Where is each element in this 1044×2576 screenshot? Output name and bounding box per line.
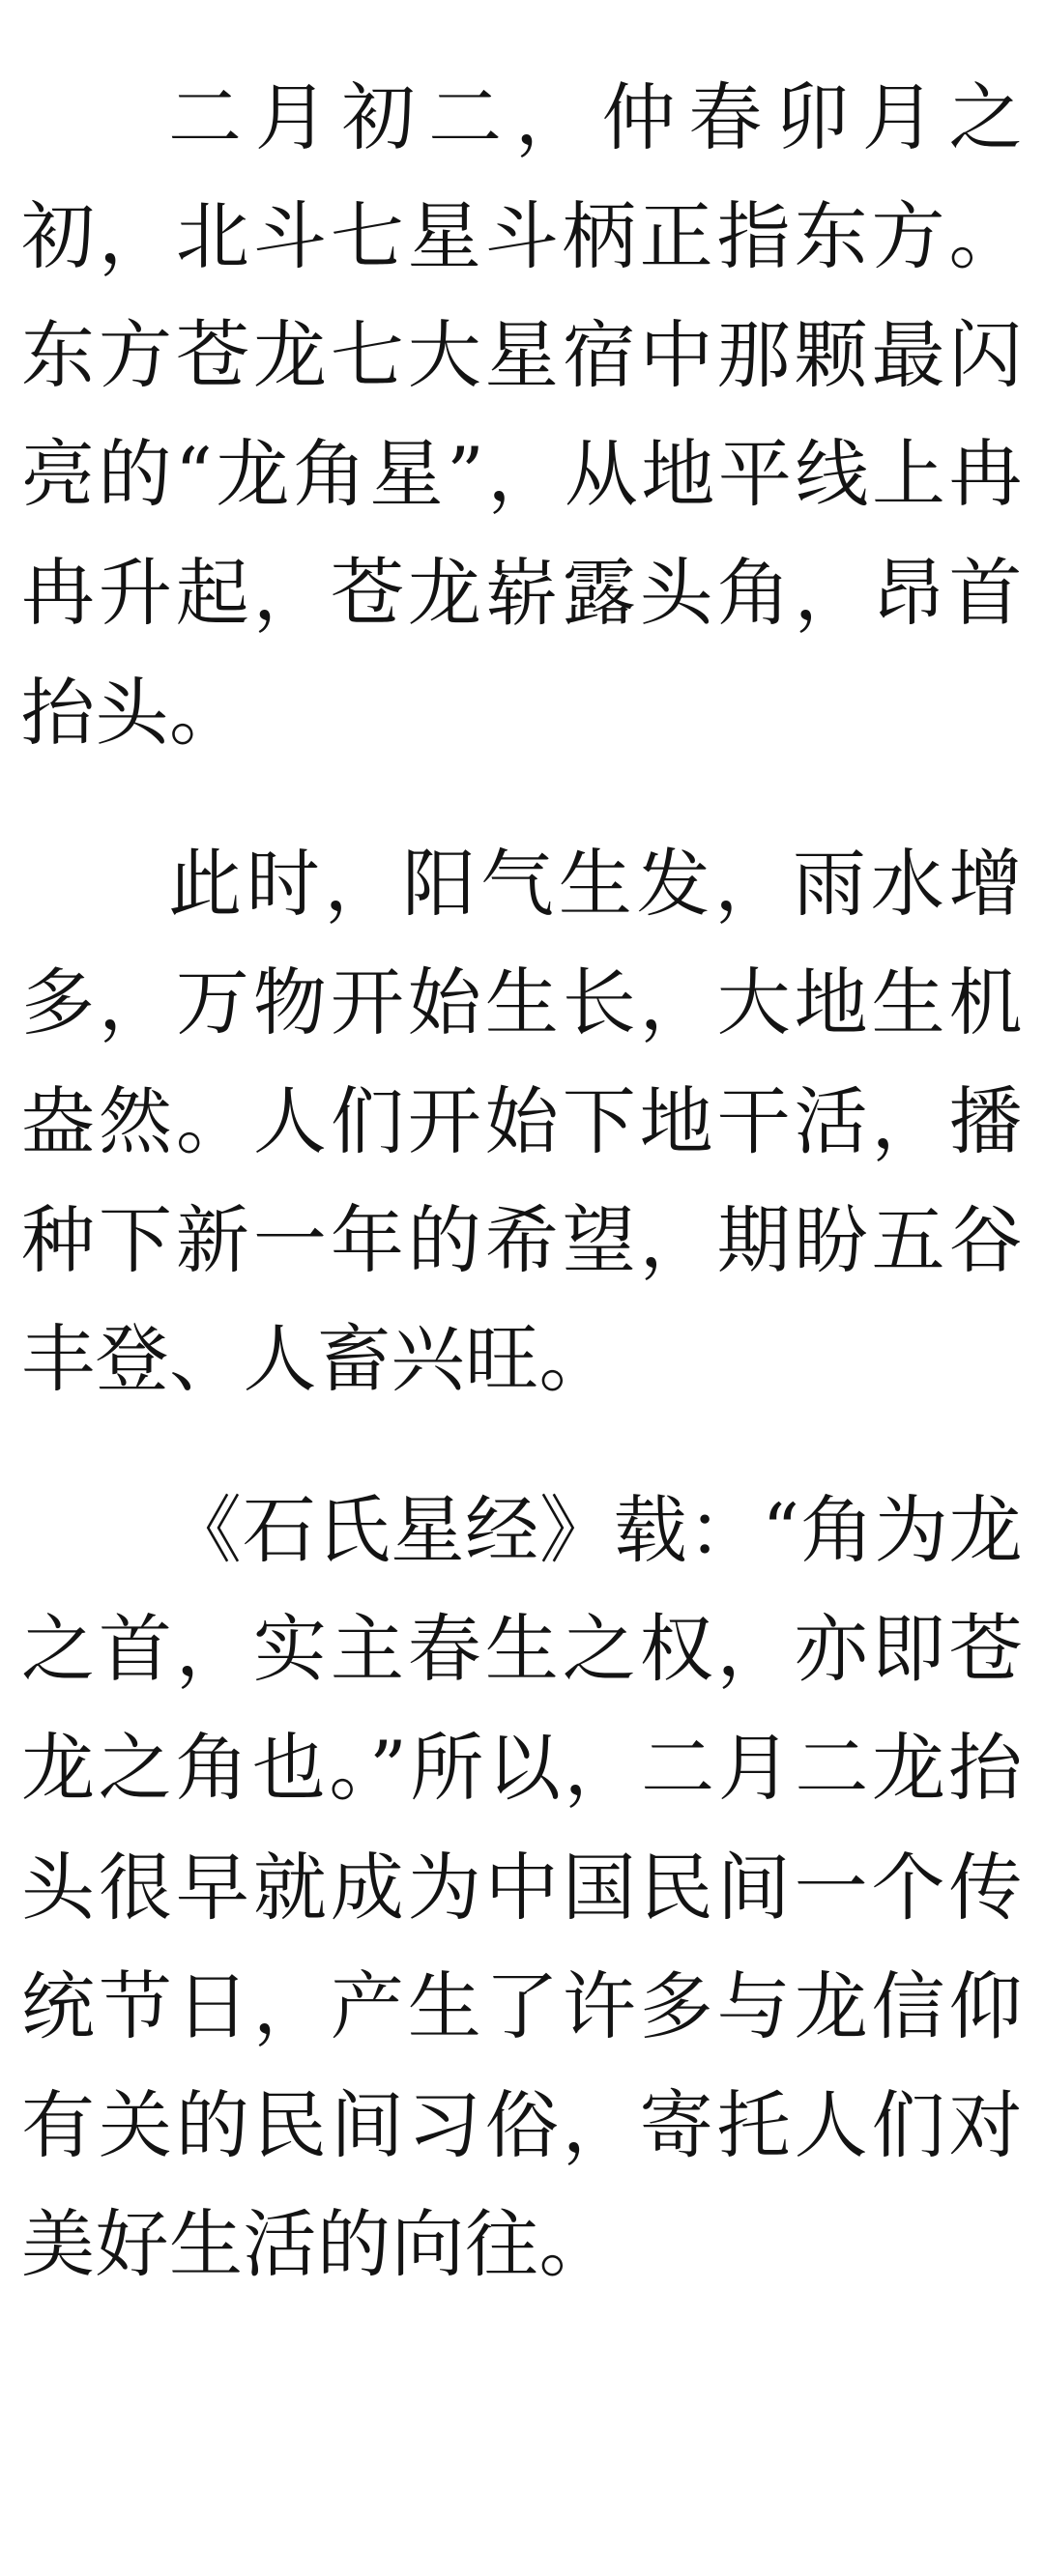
paragraph-1: 二月初二，仲春卯月之初，北斗七星斗柄正指东方。东方苍龙七大星宿中那颗最闪亮的“龙角星”，从地平线上冉冉升起，苍龙崭露头角，昂首抬头。 <box>21 74 1023 756</box>
paragraph-3: 《石氏星经》载：“角为龙之首，实主春生之权，亦即苍龙之角也。”所以，二月二龙抬头很早就成为中国民间一个传统节日，产生了许多与龙信仰有关的民间习俗，寄托人们对美好生活的向往。 <box>21 1487 1023 2287</box>
paragraph-2: 此时，阳气生发，雨水增多，万物开始生长，大地生机盎然。人们开始下地干活，播种下新一年的希望，期盼五谷丰登、人畜兴旺。 <box>21 840 1023 1403</box>
